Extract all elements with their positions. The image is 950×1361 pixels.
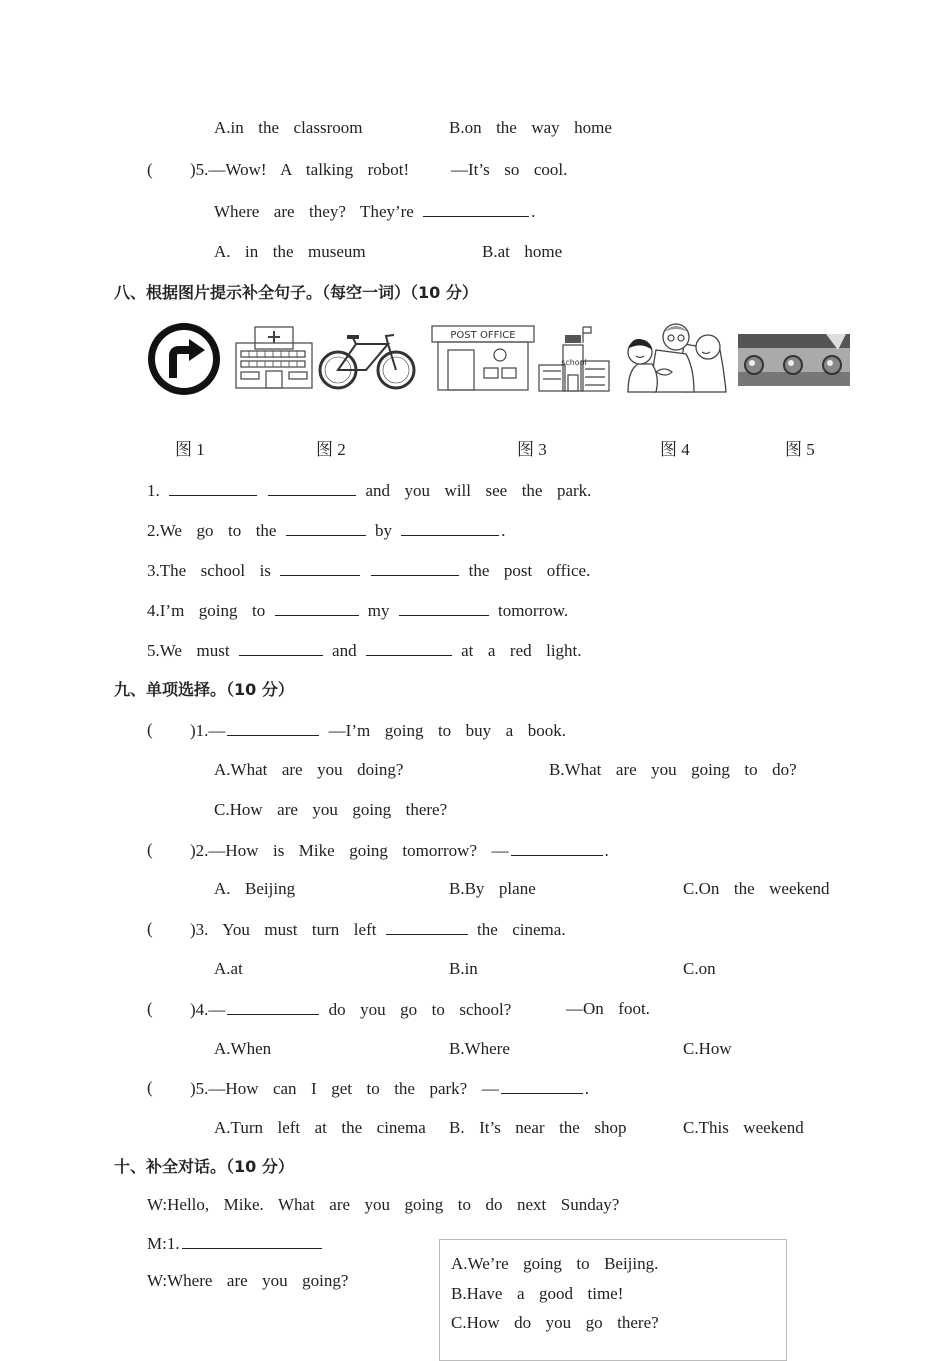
s9-q3-paren: (: [147, 919, 153, 938]
q7-5-question: [214, 201, 535, 222]
q7-5-reply: —It’s so cool.: [451, 160, 568, 179]
s8-sentence-3: [147, 560, 590, 581]
answer-blank[interactable]: [286, 520, 366, 536]
s9-q5-option-c: C.This weekend: [683, 1118, 804, 1137]
s8-sentence-5: [147, 640, 582, 661]
s8-sentence-2: [147, 520, 505, 541]
answer-blank[interactable]: [169, 480, 257, 496]
s9-q5-option-b: B. It’s near the shop: [449, 1118, 627, 1137]
answer-blank[interactable]: [239, 640, 323, 656]
s8-2-end: .: [501, 521, 506, 540]
s9-q4-post: do you go to school?: [328, 1000, 512, 1019]
school-icon: [537, 325, 610, 393]
dialog-line-1: W:Hello, Mike. What are you going to do next Sunday?: [147, 1195, 620, 1214]
caption-pic-3: 图 3: [517, 440, 547, 459]
s9-q2-option-b: B.By plane: [449, 879, 536, 898]
option-box-item-a: A.We’re going to Beijing.: [451, 1254, 659, 1273]
s9-q1-option-c: C.How are you going there?: [214, 800, 448, 819]
s8-2-text-2: by: [374, 521, 392, 540]
caption-pic-1: 图 1: [175, 440, 205, 459]
s9-q2-paren: (: [147, 840, 153, 859]
s9-q5-option-a: A.Turn left at the cinema: [214, 1118, 426, 1137]
s8-3-text: 3.The school is: [147, 561, 271, 580]
s8-1-num: 1.: [147, 481, 160, 500]
s9-q4-reply: —On foot.: [566, 999, 650, 1018]
s9-q5-pre: )5.—How can I get to the park? —: [190, 1079, 499, 1098]
s9-q3-stem: [190, 919, 566, 940]
s9-q4-stem: [190, 999, 511, 1020]
q7-5-option-b: B.at home: [482, 242, 563, 261]
s8-4-text: 4.I’m going to: [147, 601, 266, 620]
dialog-line-2: [147, 1233, 324, 1254]
q7-4-option-a: A.in the classroom: [214, 118, 363, 137]
answer-blank[interactable]: [386, 919, 468, 935]
s9-q5-paren: (: [147, 1078, 153, 1097]
section-9-title: 九、单项选择。（10 分）: [114, 680, 294, 699]
s9-q1-option-b: B.What are you going to do?: [549, 760, 797, 779]
answer-blank[interactable]: [371, 560, 459, 576]
s9-q3-pre: )3. You must turn left: [190, 920, 377, 939]
s9-q4-option-c: C.How: [683, 1039, 732, 1058]
caption-pic-5: 图 5: [785, 440, 815, 459]
answer-blank[interactable]: [227, 999, 319, 1015]
s8-5-text: 5.We must: [147, 641, 230, 660]
s9-q4-paren: (: [147, 999, 153, 1018]
s8-2-text: 2.We go to the: [147, 521, 277, 540]
traffic-light-icon: [738, 332, 850, 387]
s9-q4-option-a: A.When: [214, 1039, 272, 1058]
hospital-icon: [233, 325, 315, 390]
s8-5-text-3: at a red light.: [461, 641, 582, 660]
s8-3-text-2: the post office.: [468, 561, 591, 580]
section-8-title: 八、根据图片提示补全句子。（每空一词）（10 分）: [114, 283, 478, 302]
answer-blank[interactable]: [182, 1233, 322, 1249]
q7-4-option-b: B.on the way home: [449, 118, 612, 137]
s9-q2-pre: )2.—How is Mike going tomorrow? —: [190, 841, 509, 860]
s9-q3-option-b: B.in: [449, 959, 478, 978]
s9-q1-option-a: A.What are you doing?: [214, 760, 404, 779]
s8-4-text-2: my: [367, 601, 390, 620]
answer-blank[interactable]: [423, 201, 529, 217]
option-box-item-b: B.Have a good time!: [451, 1284, 624, 1303]
dialog-line-2-label: M:1.: [147, 1234, 180, 1253]
s8-sentence-4: [147, 600, 568, 621]
s9-q3-post: the cinema.: [476, 920, 566, 939]
s8-sentence-1: [147, 480, 591, 501]
s9-q2-end: .: [604, 841, 609, 860]
s9-q2-stem: [190, 840, 609, 861]
dialog-line-3: W:Where are you going?: [147, 1271, 349, 1290]
answer-blank[interactable]: [401, 520, 499, 536]
q7-5-stem: )5.—Wow! A talking robot!: [190, 160, 410, 179]
s9-q4-option-b: B.Where: [449, 1039, 510, 1058]
q7-5-paren: (: [147, 160, 153, 179]
answer-blank[interactable]: [280, 560, 360, 576]
section-10-title: 十、补全对话。（10 分）: [114, 1157, 294, 1176]
s9-q1-stem: [190, 720, 566, 741]
s9-q5-end: .: [584, 1079, 589, 1098]
answer-blank[interactable]: [227, 720, 319, 736]
s9-q2-option-a: A. Beijing: [214, 879, 296, 898]
post-office-sign: POST OFFICE: [450, 330, 516, 341]
option-box-item-c: C.How do you go there?: [451, 1313, 659, 1332]
family-icon: [622, 320, 728, 394]
school-sign: school: [561, 358, 587, 367]
s9-q4-pre: )4.—: [190, 1000, 226, 1019]
s9-q2-option-c: C.On the weekend: [683, 879, 830, 898]
q7-5-end: .: [531, 202, 536, 221]
s9-q3-option-c: C.on: [683, 959, 716, 978]
caption-pic-4: 图 4: [660, 440, 690, 459]
s8-4-text-3: tomorrow.: [497, 601, 569, 620]
s9-q3-option-a: A.at: [214, 959, 243, 978]
answer-blank[interactable]: [275, 600, 359, 616]
turn-right-sign-icon: [145, 320, 225, 398]
post-office-icon: [430, 324, 538, 392]
answer-blank[interactable]: [268, 480, 356, 496]
s9-q1-pre: )1.—: [190, 721, 226, 740]
q7-5-question-text: Where are they? They’re: [214, 202, 414, 221]
bicycle-icon: [318, 330, 418, 392]
answer-blank[interactable]: [366, 640, 452, 656]
s9-q5-stem: [190, 1078, 589, 1099]
s9-q1-paren: (: [147, 720, 153, 739]
q7-5-option-a: A. in the museum: [214, 242, 366, 261]
s8-1-text: and you will see the park.: [365, 481, 592, 500]
s8-5-text-2: and: [332, 641, 357, 660]
answer-blank[interactable]: [501, 1078, 583, 1094]
caption-pic-2: 图 2: [316, 440, 346, 459]
answer-blank[interactable]: [511, 840, 603, 856]
s9-q1-post: —I’m going to buy a book.: [328, 721, 566, 740]
answer-blank[interactable]: [399, 600, 489, 616]
